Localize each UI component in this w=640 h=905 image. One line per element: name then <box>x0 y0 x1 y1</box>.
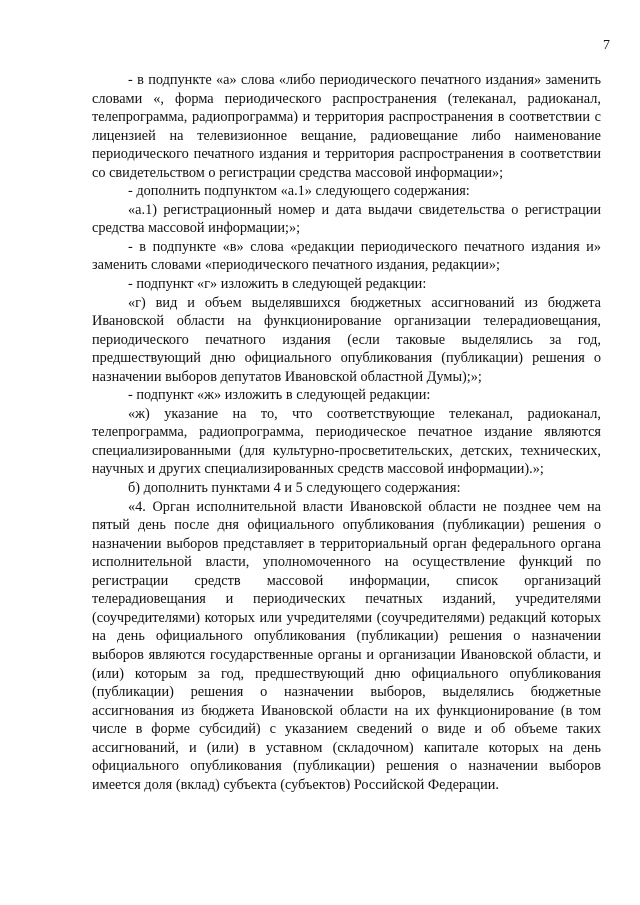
paragraph-subitem-a-amendment: - в подпункте «а» слова «либо периодического печатного издания» заменить словами «, форма периодического распространения (телеканал, радиоканал, телепрограмма, радиопрограмма) и территория распространения в соответствии с лицензией на телевизионное вещание, радиовещание либо наименование периодического печатного издания и территория распространения в соответствии со свидетельством о регистрации средства массовой информации»; <box>92 72 601 181</box>
document-body <box>92 71 601 794</box>
page-number: 7 <box>603 38 610 53</box>
paragraph-subitem-zh-text: «ж) указание на то, что соответствующие телеканал, радиоканал, телепрограмма, радиопрограмма, периодическое печатное издание являются специализированными (для культурно-просветительских, детских, технических, научных и других специализированных средств массовой информации).»; <box>92 405 601 478</box>
paragraph-subitem-zh-intro: - подпункт «ж» изложить в следующей редакции: <box>128 387 431 404</box>
paragraph-subitem-v-amendment: - в подпункте «в» слова «редакции периодического печатного издания и» заменить словами «периодического печатного издания, редакции»; <box>92 238 601 274</box>
paragraph-subitem-g-text: «г) вид и объем выделявшихся бюджетных ассигнований из бюджета Ивановской области на функционирование организации телерадиовещания, периодического печатного издания (если таковые выделялись за год, предшествующий дню официального опубликования (публикации) решения о назначении выборов депутатов Ивановской областной Думы);»; <box>92 294 601 385</box>
paragraph-add-subitem-a1: - дополнить подпунктом «а.1» следующего содержания: <box>128 183 470 200</box>
paragraph-subitem-a1-text: «а.1) регистрационный номер и дата выдачи свидетельства о регистрации средства массовой информации;»; <box>92 201 601 237</box>
paragraph-item-b-intro: б) дополнить пунктами 4 и 5 следующего содержания: <box>128 480 461 497</box>
paragraph-point-4-text: «4. Орган исполнительной власти Ивановской области не позднее чем на пятый день после дня официального опубликования (публикации) решения о назначении выборов представляет в территориальный орган федерального органа исполнительной власти, уполномоченного на осуществление функций по регистрации средств массовой информации, список организаций телерадиовещания и периодических печатных изданий, учредителями (соучредителями) которых или учредителями (соучредителями) редакций которых на день официального опубликования (публикации) решения о назначении выборов являются государственные органы и организации Ивановской области, и (или) которым за год, предшествующий дню официального опубликования (публикации) решения о назначении выборов, выделялись бюджетные ассигнования из бюджета Ивановской области на их функционирование (в том числе в форме субсидий) с указанием сведений о виде и об объеме таких ассигнований, и (или) в уставном (складочном) капитале которых на день официального опубликования (публикации) решения о назначении выборов имеется доля (вклад) субъекта (субъектов) Российской Федерации. <box>92 498 601 793</box>
paragraph-subitem-g-intro: - подпункт «г» изложить в следующей редакции: <box>128 276 427 293</box>
